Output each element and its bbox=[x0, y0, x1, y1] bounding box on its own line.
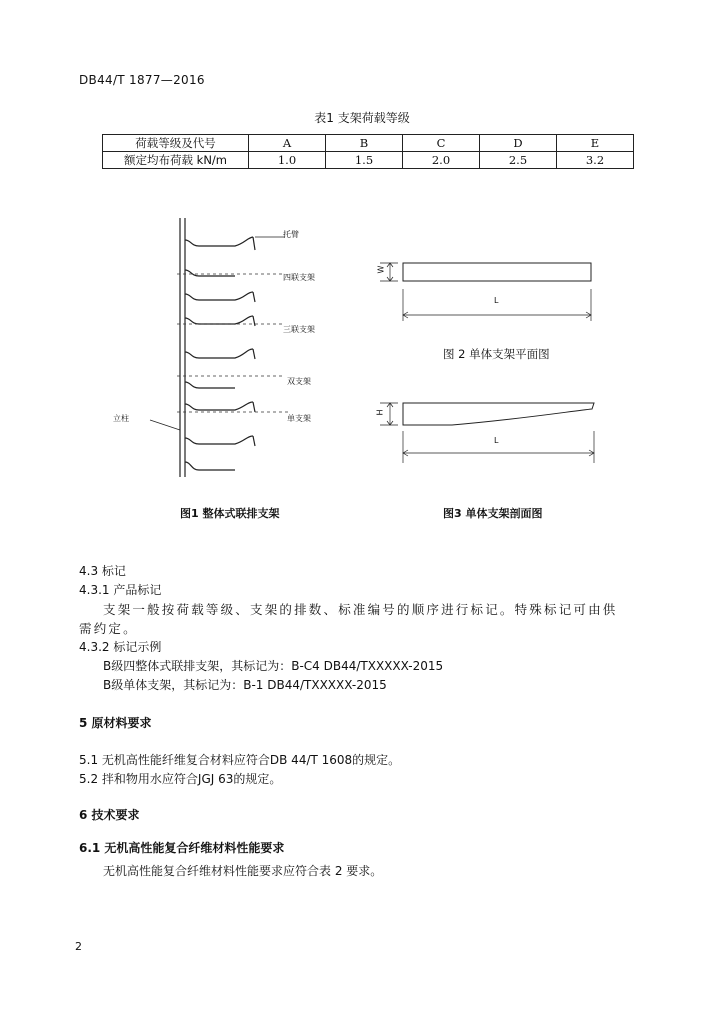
label-dan: 单支架 bbox=[287, 414, 311, 423]
label-shuang: 双支架 bbox=[287, 377, 311, 386]
section-4-3-1-heading: 4.3.1 产品标记 bbox=[79, 583, 162, 597]
table-cell: C bbox=[403, 135, 480, 152]
dim-h-label: H bbox=[375, 409, 385, 416]
example-1: B级四整体式联排支架，其标记为：B-C4 DB44/TXXXXX-2015 bbox=[103, 659, 444, 673]
section-5-2: 5.2 拌和物用水应符合JGJ 63的规定。 bbox=[79, 772, 282, 786]
section-5-heading: 5 原材料要求 bbox=[79, 716, 152, 730]
table-header-cell: 额定均布荷载 kN/m bbox=[103, 152, 249, 169]
paragraph-6-1: 无机高性能复合纤维材料性能要求应符合表 2 要求。 bbox=[103, 864, 383, 878]
figure1-caption: 图1 整体式联排支架 bbox=[180, 507, 280, 520]
label-sanlian: 三联支架 bbox=[283, 325, 315, 334]
label-tuobi: 托臂 bbox=[283, 230, 299, 239]
table-cell: 2.5 bbox=[480, 152, 557, 169]
dim-l-label: L bbox=[494, 436, 499, 445]
section-4-3-2-heading: 4.3.2 标记示例 bbox=[79, 640, 162, 654]
table-cell: 1.5 bbox=[326, 152, 403, 169]
section-4-3-heading: 4.3 标记 bbox=[79, 564, 126, 578]
example-2: B级单体支架，其标记为：B-1 DB44/TXXXXX-2015 bbox=[103, 678, 387, 692]
table-cell: B bbox=[326, 135, 403, 152]
figure2-plan-drawing bbox=[372, 255, 602, 330]
dim-w-label: W bbox=[376, 265, 386, 274]
paragraph-4-3-1-line2: 需约定。 bbox=[79, 621, 138, 636]
document-header-id: DB44/T 1877—2016 bbox=[79, 73, 205, 87]
load-grade-table bbox=[102, 134, 634, 169]
section-5-1: 5.1 无机高性能纤维复合材料应符合DB 44/T 1608的规定。 bbox=[79, 753, 401, 767]
figure1-bracket-drawing bbox=[95, 212, 345, 477]
table-cell: 3.2 bbox=[557, 152, 634, 169]
figure3-section-drawing bbox=[372, 395, 602, 470]
dim-l-label: L bbox=[494, 296, 499, 305]
label-lizhu: 立柱 bbox=[113, 414, 129, 423]
figure2-caption: 图 2 单体支架平面图 bbox=[443, 347, 550, 361]
table-header-cell: 荷载等级及代号 bbox=[103, 135, 249, 152]
table1-caption: 表1 支架荷载等级 bbox=[314, 111, 410, 125]
table-cell: 2.0 bbox=[403, 152, 480, 169]
table-cell: D bbox=[480, 135, 557, 152]
section-6-heading: 6 技术要求 bbox=[79, 808, 140, 822]
table-row bbox=[103, 152, 634, 169]
page-number: 2 bbox=[75, 940, 82, 953]
section-6-1-heading: 6.1 无机高性能复合纤维材料性能要求 bbox=[79, 841, 285, 855]
paragraph-4-3-1-line1: 支架一般按荷载等级、支架的排数、标准编号的顺序进行标记。特殊标记可由供 bbox=[103, 602, 618, 617]
label-silian: 四联支架 bbox=[283, 273, 315, 282]
table-cell: E bbox=[557, 135, 634, 152]
table-row bbox=[103, 135, 634, 152]
figure3-caption: 图3 单体支架剖面图 bbox=[443, 507, 543, 520]
table-cell: A bbox=[249, 135, 326, 152]
table-cell: 1.0 bbox=[249, 152, 326, 169]
